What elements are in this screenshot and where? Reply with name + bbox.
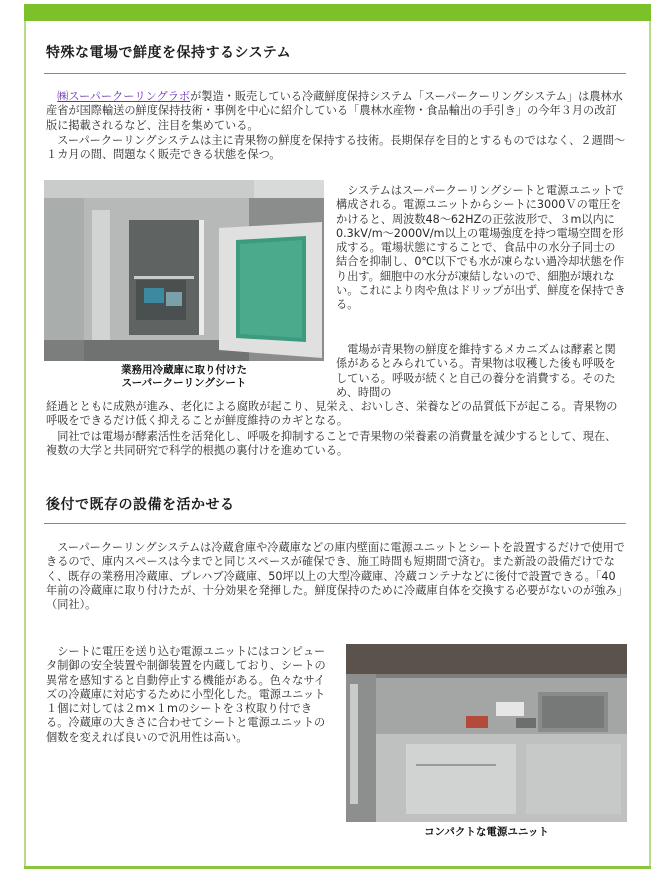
section1-intro-text: が製造・販売している冷蔵鮮度保持システム「スーパークーリングシステム」は農林水産省が国際輸送の鮮度保持技術・事例を中心に紹介している「農林水産物・食品輸出の手引き」の今年３月の改訂版に掲載されるなど、注目を集めている。: [46, 90, 623, 132]
section1-intro-paragraph: [46, 90, 626, 133]
page-frame-right: [649, 21, 651, 867]
section1-research-paragraph: 同社では電場が酵素活性を活発化し、呼吸を抑制することで青果物の栄養素の消費量を減少するとして、現在、複数の大学と共同研究で科学的根拠の裏付けを進めている。: [46, 430, 617, 458]
photo1-caption-line1: 業務用冷蔵庫に取り付けた: [121, 364, 247, 376]
section1-continued-paragraph: 経過とともに成熟が進み、老化による腐敗が起こり、見栄え、おいしさ、栄養などの品質低下が起こる。青果物の呼吸をできるだけ低く抑えることが鮮度維持のカギとなる。: [46, 400, 618, 428]
page-frame-left: [24, 21, 26, 867]
section2-rule: [44, 523, 626, 524]
section1-rule: [44, 73, 626, 74]
header-accent-bar: [24, 4, 651, 21]
photo2-caption: コンパクトな電源ユニット: [424, 826, 549, 838]
section2-power-unit-paragraph: シートに電圧を送り込む電源ユニットにはコンピュータ制御の安全装置や制御装置を内蔵しており、シートの異常を感知すると自動停止する機能がある。色々なサイズの冷蔵庫に対応するために小型化した。電源ユニット１個に対しては２m×１mのシートを３枚取り付できる。冷蔵庫の大きさに合わせてシートと電源ユニットの個数を変えれば良いので汎用性は高い。: [46, 645, 326, 744]
section1-intro2-paragraph: スーパークーリングシステムは主に青果物の鮮度を保持する技術。長期保存を目的とするものではなく、２週間～１カ月の間、問題なく販売できる状態を保つ。: [46, 134, 626, 162]
section2-retrofit-paragraph: スーパークーリングシステムは冷蔵倉庫や冷蔵庫などの庫内壁面に電源ユニットとシートを設置するだけで使用できるので、庫内スペースは今までと同じスペースが確保でき、施工時間も短期間で済む。また新設の設備だけでなく、既存の業務用冷蔵庫、プレハブ冷蔵庫、50坪以上の大型冷蔵庫、冷蔵コンテナなどに後付で設置できる。「40年前の冷蔵庫に取り付けたが、十分効果を発揮した。鮮度保持のために冷蔵庫自体を交換する必要がないのが強み」（同社）。: [46, 541, 625, 612]
power-unit-photo: [346, 644, 627, 822]
section2-heading: 後付で既存の設備を活かせる: [46, 497, 235, 513]
company-link[interactable]: ㈱スーパークーリングラボ: [57, 90, 191, 103]
section1-heading: 特殊な電場で鮮度を保持するシステム: [46, 45, 292, 61]
section1-system-paragraph: システムはスーパークーリングシートと電源ユニットで構成される。電源ユニットからシートに3000Ｖの電圧をかけると、周波数48～62HZの正弦波形で、３m以内に0.3kV/m～2000V/m以上の電場強度を持つ電場空間を形成する。電場状態にすることで、食品中の水分子同士の結合を抑制し、0℃以下でも水が凍らない過冷却状態を作り出す。細胞中の水分が凍結しないので、細胞が壊れない。これにより肉や魚はドリップが出ず、鮮度を保持できる。: [336, 184, 626, 312]
page-frame-bottom: [24, 866, 651, 869]
photo1-caption: [44, 364, 324, 390]
photo1-caption-line2: スーパークーリングシート: [121, 377, 247, 389]
section1-mechanism-paragraph: 電場が青果物の鮮度を維持するメカニズムは酵素と関係があるとみられている。青果物は収穫した後も呼吸をしている。呼吸が続くと自己の養分を消費する。そのため、時間の: [336, 343, 616, 399]
refrigerator-sheet-photo: [44, 180, 324, 361]
